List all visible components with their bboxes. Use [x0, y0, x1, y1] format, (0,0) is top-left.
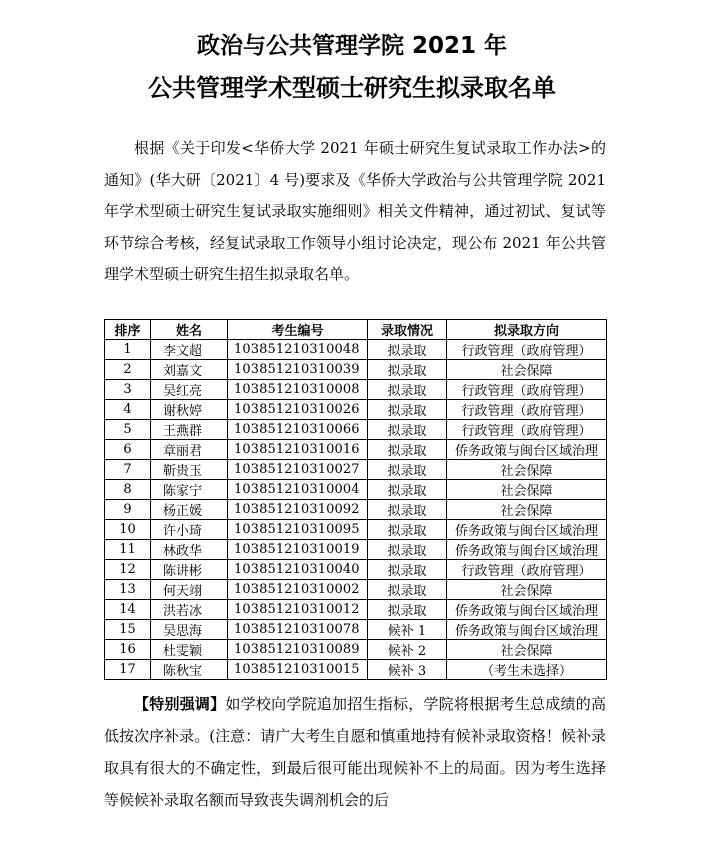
note-label: 【特别强调】: [134, 695, 226, 713]
cell-rank: 17: [105, 660, 151, 680]
cell-direction: 侨务政策与闽台区域治理: [447, 520, 607, 540]
cell-status: 拟录取: [368, 340, 447, 360]
cell-direction: 社会保障: [447, 580, 607, 600]
header-admission-status: 录取情况: [368, 320, 447, 340]
table-row: [105, 420, 607, 440]
cell-candidate-id: 103851210310002: [228, 580, 368, 600]
cell-direction: 社会保障: [447, 360, 607, 380]
cell-rank: 6: [105, 440, 151, 460]
cell-name: 吴红亮: [151, 380, 228, 400]
cell-rank: 5: [105, 420, 151, 440]
cell-direction: 行政管理（政府管理）: [447, 400, 607, 420]
cell-direction: 侨务政策与闽台区域治理: [447, 600, 607, 620]
cell-candidate-id: 103851210310016: [228, 440, 368, 460]
cell-name: 刘嘉文: [151, 360, 228, 380]
cell-status: 拟录取: [368, 440, 447, 460]
cell-name: 陈秋宝: [151, 660, 228, 680]
cell-rank: 9: [105, 500, 151, 520]
cell-name: 章丽君: [151, 440, 228, 460]
cell-status: 候补 1: [368, 620, 447, 640]
cell-status: 拟录取: [368, 480, 447, 500]
cell-name: 陈家宁: [151, 480, 228, 500]
cell-name: 李文超: [151, 340, 228, 360]
table-row: [105, 340, 607, 360]
cell-rank: 13: [105, 580, 151, 600]
cell-direction: 侨务政策与闽台区域治理: [447, 440, 607, 460]
cell-direction: 侨务政策与闽台区域治理: [447, 540, 607, 560]
cell-status: 拟录取: [368, 400, 447, 420]
note-text: 如学校向学院追加招生指标，学院将根据考生总成绩的高低按次序补录。(注意：请广大考生自愿和慎重地持有候补录取资格！候补录取具有很大的不确定性，到最后很可能出现候补不上的局面。因为考生选择等候候补录取名额而导致丧失调剂机会的后: [104, 695, 606, 809]
cell-candidate-id: 103851210310078: [228, 620, 368, 640]
cell-status: 拟录取: [368, 540, 447, 560]
admission-table: [104, 319, 607, 680]
table-row: [105, 400, 607, 420]
cell-status: 拟录取: [368, 360, 447, 380]
cell-status: 拟录取: [368, 380, 447, 400]
header-candidate-id: 考生编号: [228, 320, 368, 340]
cell-rank: 4: [105, 400, 151, 420]
cell-name: 杜雯颖: [151, 640, 228, 660]
table-row: [105, 540, 607, 560]
cell-direction: 社会保障: [447, 640, 607, 660]
table-row: [105, 460, 607, 480]
cell-direction: （考生未选择）: [447, 660, 607, 680]
cell-status: 拟录取: [368, 600, 447, 620]
cell-candidate-id: 103851210310092: [228, 500, 368, 520]
cell-direction: 行政管理（政府管理）: [447, 560, 607, 580]
table-row: [105, 380, 607, 400]
cell-name: 许小琦: [151, 520, 228, 540]
table-body: [105, 340, 607, 680]
cell-status: 拟录取: [368, 580, 447, 600]
cell-candidate-id: 103851210310048: [228, 340, 368, 360]
cell-direction: 行政管理（政府管理）: [447, 380, 607, 400]
cell-candidate-id: 103851210310015: [228, 660, 368, 680]
cell-name: 林政华: [151, 540, 228, 560]
table-row: [105, 480, 607, 500]
cell-rank: 1: [105, 340, 151, 360]
table-row: [105, 600, 607, 620]
cell-name: 谢秋婷: [151, 400, 228, 420]
cell-candidate-id: 103851210310012: [228, 600, 368, 620]
header-name: 姓名: [151, 320, 228, 340]
cell-status: 拟录取: [368, 560, 447, 580]
table-row: [105, 580, 607, 600]
cell-candidate-id: 103851210310089: [228, 640, 368, 660]
cell-name: 陈讲彬: [151, 560, 228, 580]
cell-status: 拟录取: [368, 420, 447, 440]
title-line-1: 政治与公共管理学院 2021 年: [196, 33, 508, 59]
cell-direction: 侨务政策与闽台区域治理: [447, 620, 607, 640]
table-row: [105, 620, 607, 640]
cell-candidate-id: 103851210310027: [228, 460, 368, 480]
cell-rank: 11: [105, 540, 151, 560]
table-row: [105, 440, 607, 460]
table-row: [105, 520, 607, 540]
cell-rank: 15: [105, 620, 151, 640]
title-line-2: 公共管理学术型硕士研究生拟录取名单: [148, 74, 556, 102]
cell-rank: 8: [105, 480, 151, 500]
cell-rank: 10: [105, 520, 151, 540]
header-rank: 排序: [105, 320, 151, 340]
intro-paragraph: 根据《关于印发<华侨大学 2021 年硕士研究生复试录取工作办法>的通知》(华大研〔2021〕4 号)要求及《华侨大学政治与公共管理学院 2021 年学术型硕士研究生复试录取实施细则》相关文件精神，通过初试、复试等环节综合考核，经复试录取工作领导小组讨论决定，现公布 2021 年公共管理学术型硕士研究生招生拟录取名单。: [104, 139, 606, 283]
table-row: [105, 360, 607, 380]
header-direction: 拟录取方向: [447, 320, 607, 340]
cell-candidate-id: 103851210310026: [228, 400, 368, 420]
table-row: [105, 640, 607, 660]
cell-name: 何天翊: [151, 580, 228, 600]
cell-candidate-id: 103851210310040: [228, 560, 368, 580]
cell-candidate-id: 103851210310039: [228, 360, 368, 380]
cell-direction: 社会保障: [447, 460, 607, 480]
table-row: [105, 560, 607, 580]
cell-status: 拟录取: [368, 520, 447, 540]
table-row: [105, 500, 607, 520]
cell-direction: 行政管理（政府管理）: [447, 340, 607, 360]
cell-name: 洪若冰: [151, 600, 228, 620]
cell-candidate-id: 103851210310004: [228, 480, 368, 500]
cell-rank: 14: [105, 600, 151, 620]
cell-candidate-id: 103851210310066: [228, 420, 368, 440]
cell-candidate-id: 103851210310008: [228, 380, 368, 400]
note-paragraph: [104, 688, 606, 816]
table-header-row: [105, 320, 607, 340]
cell-rank: 12: [105, 560, 151, 580]
cell-name: 王燕群: [151, 420, 228, 440]
cell-direction: 行政管理（政府管理）: [447, 420, 607, 440]
cell-direction: 社会保障: [447, 480, 607, 500]
table-row: [105, 660, 607, 680]
cell-rank: 7: [105, 460, 151, 480]
cell-rank: 16: [105, 640, 151, 660]
cell-candidate-id: 103851210310095: [228, 520, 368, 540]
cell-status: 候补 3: [368, 660, 447, 680]
cell-status: 拟录取: [368, 500, 447, 520]
cell-candidate-id: 103851210310019: [228, 540, 368, 560]
cell-name: 靳贵玉: [151, 460, 228, 480]
cell-rank: 2: [105, 360, 151, 380]
cell-rank: 3: [105, 380, 151, 400]
cell-direction: 社会保障: [447, 500, 607, 520]
cell-name: 杨正媛: [151, 500, 228, 520]
cell-status: 拟录取: [368, 460, 447, 480]
cell-status: 候补 2: [368, 640, 447, 660]
cell-name: 吴思海: [151, 620, 228, 640]
